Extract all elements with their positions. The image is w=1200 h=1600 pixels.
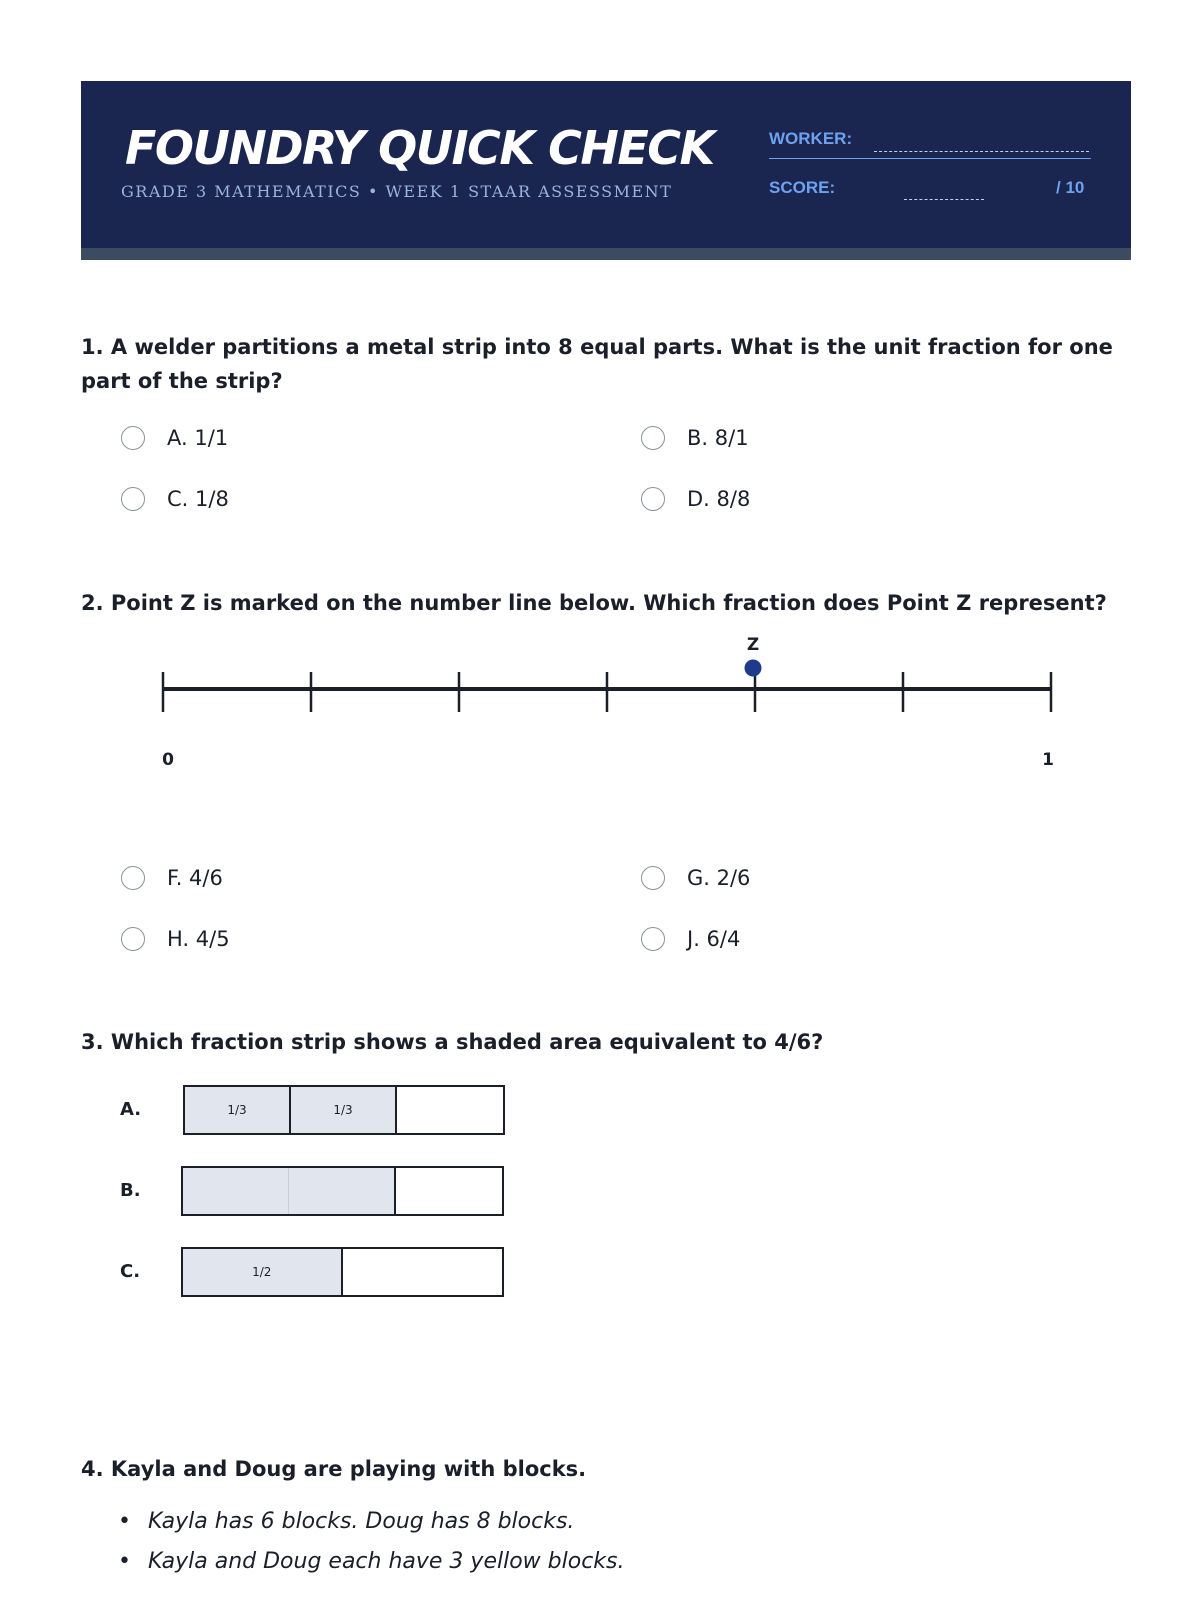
worker-field[interactable] (874, 151, 1089, 152)
strip-cell (396, 1168, 502, 1214)
strip-cell: 1/2 (183, 1249, 343, 1295)
point-z-marker (745, 660, 762, 677)
option-label: J. 6/4 (687, 927, 741, 951)
strip-cell (397, 1087, 503, 1133)
strip-cell (343, 1249, 503, 1295)
strip-cell (183, 1168, 289, 1214)
question-4-text: 4. Kayla and Doug are playing with blocks. (81, 1457, 587, 1481)
point-z-label: Z (746, 635, 760, 655)
page-subtitle: GRADE 3 MATHEMATICS • WEEK 1 STAAR ASSESSMENT (121, 182, 673, 201)
q1-option-a[interactable] (121, 426, 228, 450)
radio-button[interactable] (641, 426, 665, 450)
q1-option-d[interactable] (641, 487, 750, 511)
worker-underline (769, 158, 1091, 159)
radio-button[interactable] (641, 487, 665, 511)
fraction-strip-b[interactable] (181, 1166, 504, 1216)
list-item: • Kayla and Doug each have 3 yellow blocks. (118, 1542, 624, 1582)
question-1-text: 1. A welder partitions a metal strip into 8 equal parts. What is the unit fraction for one part of the strip? (81, 335, 1113, 393)
radio-button[interactable] (121, 866, 145, 890)
strip-cell: 1/3 (291, 1087, 397, 1133)
q2-option-j[interactable] (641, 927, 740, 951)
number-line (0, 630, 1200, 770)
radio-button[interactable] (121, 426, 145, 450)
question-2-text: 2. Point Z is marked on the number line below. Which fraction does Point Z represent? (81, 591, 1107, 615)
score-label: SCORE: (769, 178, 836, 197)
option-label: G. 2/6 (687, 866, 751, 890)
number-line-start-label: 0 (162, 750, 174, 770)
option-label: F. 4/6 (167, 866, 223, 890)
list-item: • Kayla has 6 blocks. Doug has 8 blocks. (118, 1502, 624, 1542)
header-divider (81, 248, 1131, 260)
radio-button[interactable] (641, 866, 665, 890)
option-label: D. 8/8 (687, 487, 751, 511)
option-label: B. 8/1 (687, 426, 749, 450)
strip-c-letter: C. (120, 1261, 141, 1282)
q2-option-f[interactable] (121, 866, 223, 890)
q2-option-h[interactable] (121, 927, 230, 951)
score-field[interactable] (904, 199, 984, 200)
q1-option-b[interactable] (641, 426, 749, 450)
number-line-end-label: 1 (1042, 750, 1054, 770)
question-3-text-start: 3. Which fraction strip shows a shaded area (81, 1030, 610, 1054)
question-3-emphasis: equivalent (609, 1030, 736, 1054)
option-label: H. 4/5 (167, 927, 230, 951)
strip-cell: 1/3 (185, 1087, 291, 1133)
strip-cell (289, 1168, 395, 1214)
worker-label: WORKER: (769, 129, 853, 148)
strip-a-letter: A. (120, 1099, 142, 1120)
radio-button[interactable] (121, 487, 145, 511)
bullet-list (118, 1502, 624, 1582)
question-3-text (81, 1025, 1121, 1059)
radio-button[interactable] (641, 927, 665, 951)
q1-option-c[interactable] (121, 487, 229, 511)
option-label: A. 1/1 (167, 426, 229, 450)
score-total: / 10 (1056, 178, 1085, 197)
fraction-strip-a[interactable] (183, 1085, 505, 1135)
page-title: FOUNDRY QUICK CHECK (125, 121, 714, 175)
q2-option-g[interactable] (641, 866, 750, 890)
radio-button[interactable] (121, 927, 145, 951)
option-label: C. 1/8 (167, 487, 229, 511)
fraction-strip-c[interactable] (181, 1247, 504, 1297)
header-banner (81, 81, 1131, 248)
question-3-text-end: to 4/6? (735, 1030, 824, 1054)
strip-b-letter: B. (120, 1180, 141, 1201)
